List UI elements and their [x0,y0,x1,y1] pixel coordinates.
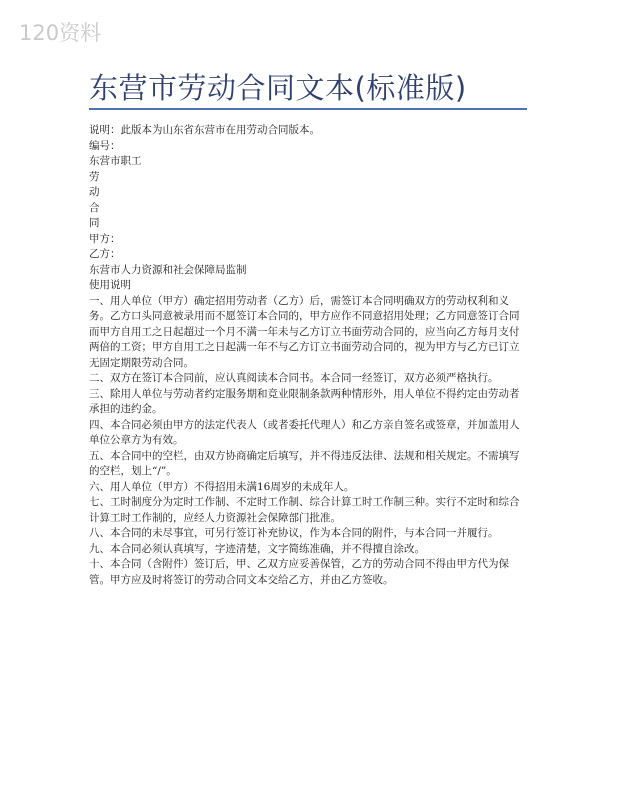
title-underline [89,108,527,110]
instruction-item-10: 十、本合同（含附件）签订后，甲、乙双方应妥善保管，乙方的劳动合同不得由甲方代为保管。甲方应及时将签订的劳动合同文本交给乙方，并由乙方签收。 [89,558,509,586]
instruction-item-5: 五、本合同中的空栏，由双方协商确定后填写，并不得违反法律、法规和相关规定。不需填写的空栏，划上“/”。 [89,449,520,477]
note-line: 说明：此版本为山东省东营市在用劳动合同版本。 [89,124,320,136]
cover-char-lao: 劳 [89,170,100,183]
number-line: 编号： [89,139,121,152]
party-b-line: 乙方： [89,248,121,260]
cover-char-tong: 同 [89,217,100,229]
instruction-item-4: 四、本合同必须由甲方的法定代表人（或者委托代理人）和乙方亲自签名或签章，并加盖用人单位公章方为有效。 [89,418,520,446]
instruction-item-7: 七、工时制度分为定时工作制、不定时工作制、综合计算工时工作制三种。实行不定时和综合计算工时工作制的，应经人力资源社会保障部门批准。 [89,496,520,524]
party-a-line: 甲方： [89,232,121,245]
instruction-item-1: 一、用人单位（甲方）确定招用劳动者（乙方）后，需签订本合同明确双方的劳动权利和义务。乙方口头同意被录用而不愿签订本合同的，甲方应作不同意招用处理；乙方同意签订合同而甲方自用工之日起超过一个月不满一年未与乙方订立书面劳动合同的，应当向乙方每月支付两倍的工资；甲方自用工之日起满一年不与乙方订立书面劳动合同的，视为甲方与乙方已订立无固定期限劳动合同。 [89,294,520,369]
supervisor-line: 东营市人力资源和社会保障局监制 [89,263,247,276]
cover-heading-line: 东营市职工 [89,155,142,167]
document-title: 东营市劳动合同文本(标准版) [89,71,467,105]
document-body [89,123,529,588]
instruction-item-2: 二、双方在签订本合同前，应认真阅读本合同书。本合同一经签订，双方必须严格执行。 [89,372,499,384]
cover-char-he: 合 [89,201,100,214]
instruction-item-6: 六、用人单位（甲方）不得招用未满16周岁的未成年人。 [89,480,355,493]
cover-char-dong: 动 [89,186,100,198]
instruction-item-3: 三、除用人单位与劳动者约定服务期和竞业限制条款两种情形外，用人单位不得约定由劳动者承担的违约金。 [89,387,520,415]
instructions-heading: 使用说明 [89,279,131,291]
instruction-item-9: 九、本合同必须认真填写，字迹清楚，文字简练准确，并不得擅自涂改。 [89,542,425,555]
watermark-text: 120资料 [19,21,102,45]
instruction-item-8: 八、本合同的未尽事宜，可另行签订补充协议，作为本合同的附件，与本合同一并履行。 [89,527,499,539]
